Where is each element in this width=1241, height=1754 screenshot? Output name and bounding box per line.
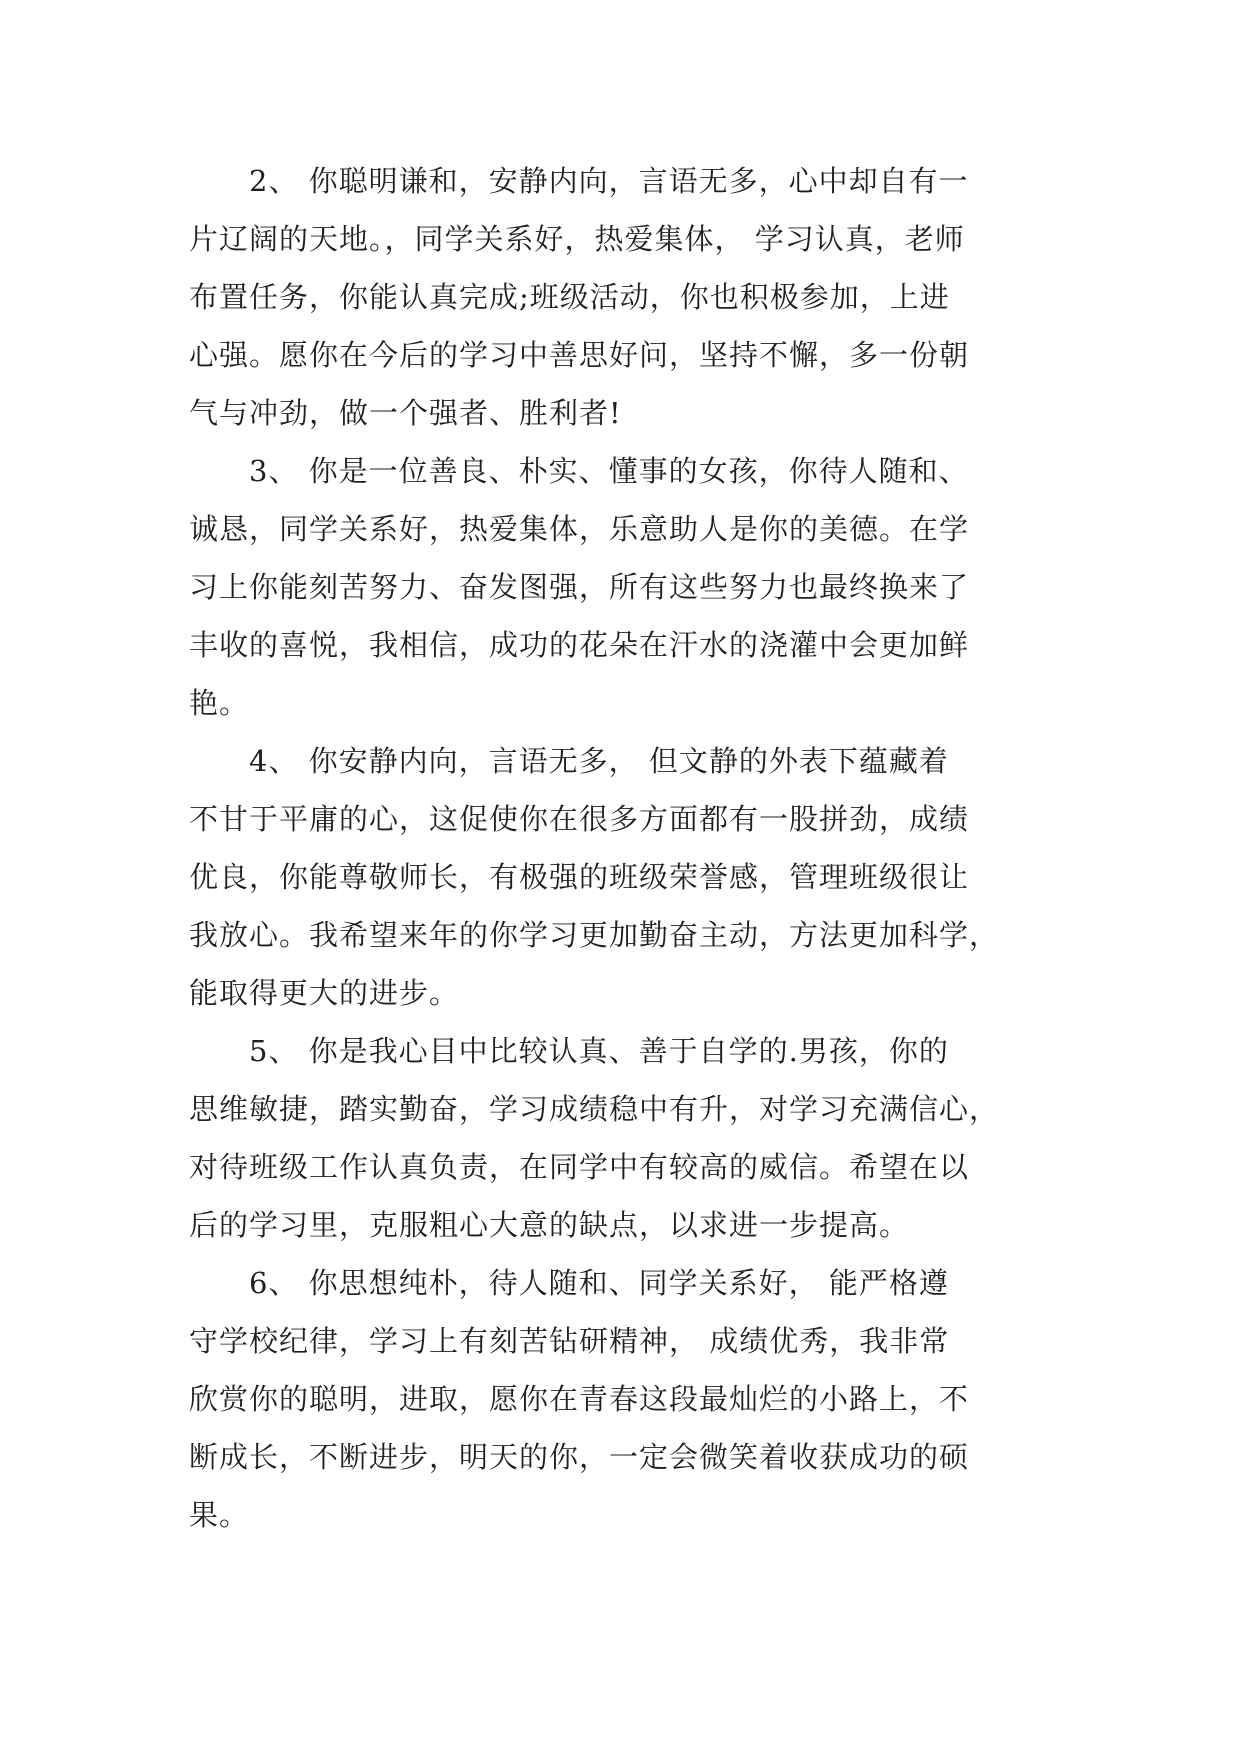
paragraph-line: 布置任务，你能认真完成;班级活动，你也积极参加，上进 <box>189 280 950 314</box>
paragraph-line: 片辽阔的天地。，同学关系好，热爱集体， 学习认真，老师 <box>189 222 965 256</box>
paragraph-line: 3、 你是一位善良、朴实、懂事的女孩，你待人随和、 <box>189 454 969 488</box>
paragraph-line: 守学校纪律，学习上有刻苦钻研精神， 成绩优秀，我非常 <box>189 1324 950 1358</box>
paragraph-line: 艳。 <box>189 686 250 720</box>
paragraph-line: 后的学习里，克服粗心大意的缺点，以求进一步提高。 <box>189 1208 910 1242</box>
paragraph-line: 欣赏你的聪明，进取，愿你在青春这段最灿烂的小路上，不 <box>189 1382 970 1416</box>
paragraph-line: 心强。愿你在今后的学习中善思好问，坚持不懈，多一份朝 <box>189 338 970 372</box>
paragraph-line: 断成长，不断进步，明天的你，一定会微笑着收获成功的硕 <box>189 1440 970 1474</box>
paragraph-line: 果。 <box>189 1498 250 1532</box>
paragraph-line: 气与冲劲，做一个强者、胜利者! <box>189 396 622 430</box>
paragraph-line: 对待班级工作认真负责，在同学中有较高的威信。希望在以 <box>189 1150 970 1184</box>
paragraph-line: 不甘于平庸的心，这促使你在很多方面都有一股拼劲，成绩 <box>189 802 970 836</box>
paragraph-line: 习上你能刻苦努力、奋发图强，所有这些努力也最终换来了 <box>189 570 970 604</box>
paragraph-line: 4、 你安静内向，言语无多， 但文静的外表下蕴藏着 <box>189 744 949 778</box>
paragraph-line: 思维敏捷，踏实勤奋，学习成绩稳中有升，对学习充满信心， <box>189 1092 1000 1126</box>
paragraph-line: 2、 你聪明谦和，安静内向，言语无多，心中却自有一 <box>189 164 969 198</box>
paragraph-line: 诚恳，同学关系好，热爱集体，乐意助人是你的美德。在学 <box>189 512 970 546</box>
paragraph-line: 5、 你是我心目中比较认真、善于自学的.男孩，你的 <box>189 1034 949 1068</box>
paragraph-line: 能取得更大的进步。 <box>189 976 460 1010</box>
paragraph-line: 6、 你思想纯朴，待人随和、同学关系好， 能严格遵 <box>189 1266 949 1300</box>
paragraph-line: 丰收的喜悦，我相信，成功的花朵在汗水的浇灌中会更加鲜 <box>189 628 970 662</box>
paragraph-line: 优良，你能尊敬师长，有极强的班级荣誉感，管理班级很让 <box>189 860 970 894</box>
paragraph-line: 我放心。我希望来年的你学习更加勤奋主动，方法更加科学， <box>189 918 1000 952</box>
